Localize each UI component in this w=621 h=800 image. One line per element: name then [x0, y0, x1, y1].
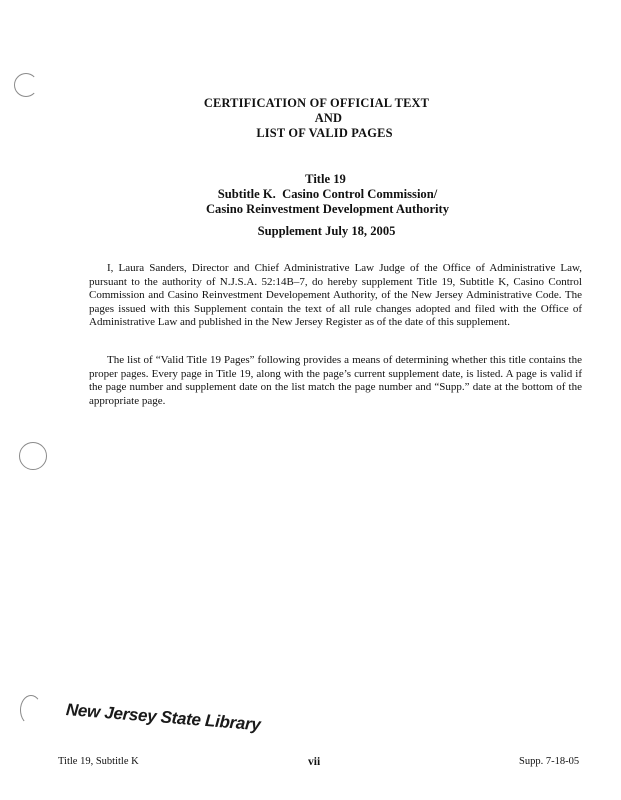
- certification-paragraph: I, Laura Sanders, Director and Chief Administrative Law Judge of the Office of Administrative Law, pursuant to the authority of N.J.S.A. 52:14B–7, do hereby supplement Title 19, Subtitle K, Casino Control Commission and Casino Reinvestment Developement Authority, of the New Jersey Administrative Code. The pages issued with this Supplement contain the text of all rule changes adopted and filed with the Office of Administrative Law and published in the New Jersey Register as of the date of this supplement.: [89, 262, 582, 329]
- title-block: [0, 172, 621, 217]
- page-number: vii: [308, 756, 321, 768]
- footer-supplement: Supp. 7-18-05: [519, 756, 580, 767]
- subtitle-continued: Casino Reinvestment Development Authority: [205, 202, 450, 216]
- supplement-date: Supplement July 18, 2005: [257, 224, 396, 238]
- certification-heading: [0, 96, 621, 141]
- valid-pages-paragraph: The list of “Valid Title 19 Pages” following provides a means of determining whether this title contains the proper pages. Every page in Title 19, along with the page’s current supplement date, is listed. A page is valid if the page number and supplement date on the list match the page number and “Supp.” date at the bottom of the appropriate page.: [89, 354, 582, 407]
- punch-hole-bottom: [20, 695, 42, 725]
- footer-title: Title 19, Subtitle K: [58, 756, 139, 767]
- title-number: Title 19: [305, 172, 346, 186]
- heading-line-3: LIST OF VALID PAGES: [256, 126, 393, 140]
- heading-line-1: CERTIFICATION OF OFFICIAL TEXT: [203, 96, 430, 110]
- punch-hole-middle: [19, 442, 47, 470]
- punch-hole-top: [14, 73, 38, 97]
- heading-line-2: AND: [314, 111, 343, 125]
- subtitle: Subtitle K. Casino Control Commission/: [217, 187, 438, 201]
- library-stamp: New Jersey State Library: [65, 700, 262, 735]
